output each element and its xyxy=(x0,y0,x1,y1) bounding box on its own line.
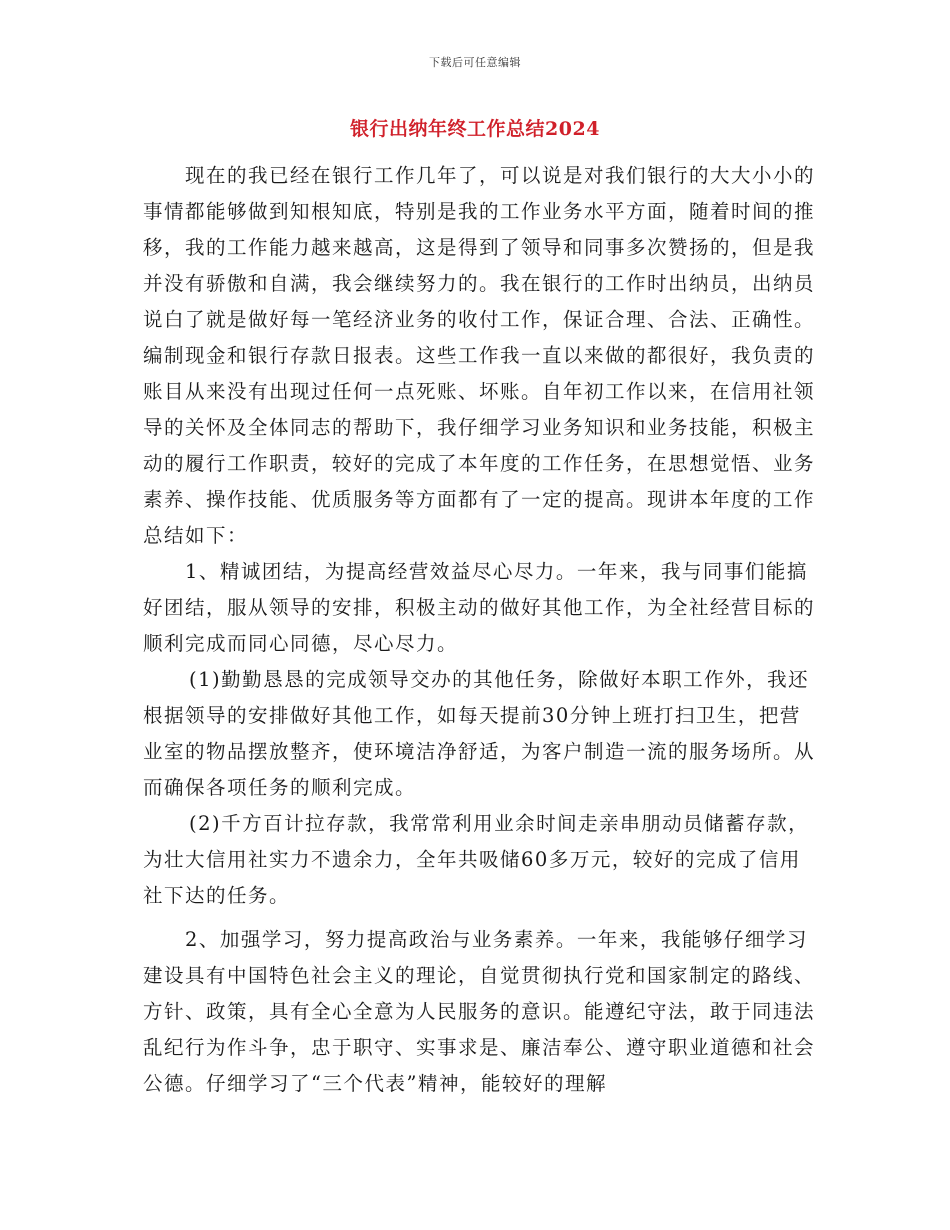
paragraph-intro: 现在的我已经在银行工作几年了，可以说是对我们银行的大大小小的事情都能够做到知根知底，特别是我的工作业务水平方面，随着时间的推移，我的工作能力越来越高，这是得到了领导和同事多次赞扬的，但是我并没有骄傲和自满，我会继续努力的。我在银行的工作时出纳员，出纳员说白了就是做好每一笔经济业务的收付工作，保证合理、合法、正确性。编制现金和银行存款日报表。这些工作我一直以来做的都很好，我负责的账目从来没有出现过任何一点死账、坏账。自年初工作以来，在信用社领导的关怀及全体同志的帮助下，我仔细学习业务知识和业务技能，积极主动的履行工作职责，较好的完成了本年度的工作任务，在思想觉悟、业务素养、操作技能、优质服务等方面都有了一定的提高。现讲本年度的工作总结如下： xyxy=(143,164,816,547)
paragraph-item-1: (1)勤勤恳恳的完成领导交办的其他任务，除做好本职工作外，我还根据领导的安排做好其他工作，如每天提前30分钟上班打扫卫生，把营业室的物品摆放整齐，使环境洁净舒适，为客户制造一流的服务场所。从而确保各项任务的顺利完成。 xyxy=(143,668,816,799)
document-body xyxy=(143,158,819,1102)
document-title: 银行出纳年终工作总结2024 xyxy=(350,118,600,140)
paragraph-item-2: (2)千方百计拉存款，我常常利用业余时间走亲串朋动员储蓄存款，为壮大信用社实力不遗余力，全年共吸储60多万元，较好的完成了信用社下达的任务。 xyxy=(143,812,810,907)
header-note: 下载后可任意编辑 xyxy=(429,56,521,69)
paragraph-section-2: 2、加强学习，努力提高政治与业务素养。一年来，我能够仔细学习建设具有中国特色社会主义的理论，自觉贯彻执行党和国家制定的路线、方针、政策，具有全心全意为人民服务的意识。能遵纪守法，敢于同违法乱纪行为作斗争，忠于职守、实事求是、廉洁奉公、遵守职业道德和社会公德。仔细学习了“三个代表”精神，能较好的理解 xyxy=(143,928,816,1095)
paragraph-section-1: 1、精诚团结，为提高经营效益尽心尽力。一年来，我与同事们能搞好团结，服从领导的安排，积极主动的做好其他工作，为全社经营目标的顺利完成而同心同德，尽心尽力。 xyxy=(143,560,816,655)
paragraph-gap xyxy=(143,914,819,922)
